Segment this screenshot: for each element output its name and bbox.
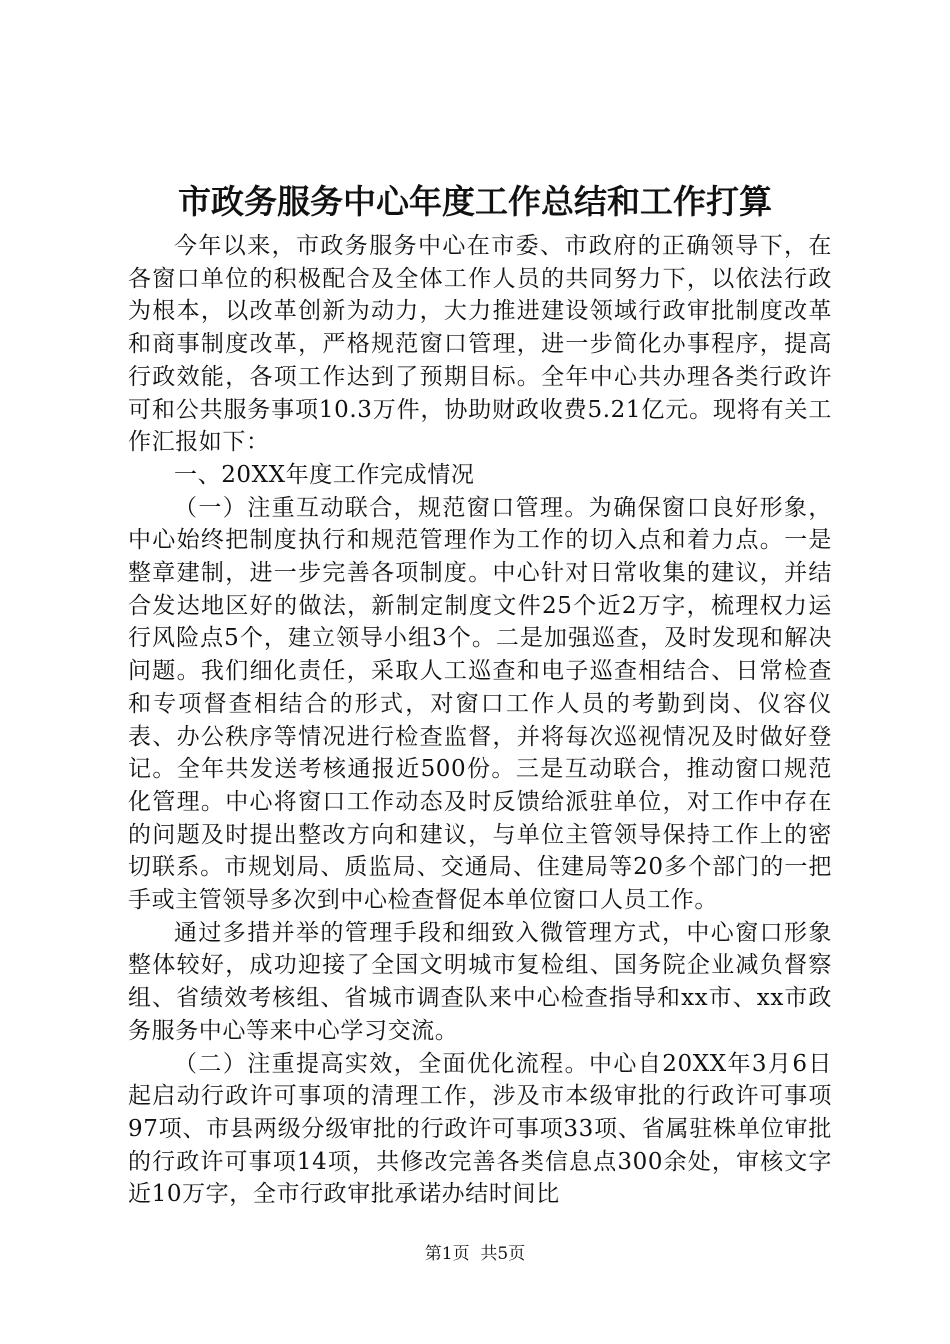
paragraph-section-2: （二）注重提高实效，全面优化流程。中心自20XX年3月6日起启动行政许可事项的清理工作，涉及市本级审批的行政许可事项97项、市县两级分级审批的行政许可事项33项、省属驻株单位审批的行政许可事项14项，共修改完善各类信息点300余处，审核文字近10万字，全市行政审批承诺办结时间比 [128, 1050, 832, 1208]
page-number: 第1页 共5页 [424, 1244, 526, 1264]
page-title: 市政务服务中心年度工作总结和工作打算 [178, 182, 772, 221]
document-body [128, 230, 832, 1211]
section-heading: 一、20XX年度工作完成情况 [174, 461, 475, 488]
paragraph-intro: 今年以来，市政务服务中心在市委、市政府的正确领导下，在各窗口单位的积极配合及全体工作人员的共同努力下，以依法行政为根本，以改革创新为动力，大力推进建设领域行政审批制度改革和商事制度改革，严格规范窗口管理，进一步简化办事程序，提高行政效能，各项工作达到了预期目标。全年中心共办理各类行政许可和公共服务事项10.3万件，协助财政收费5.21亿元。现将有关工作汇报如下： [128, 233, 832, 456]
page-footer [0, 1242, 950, 1266]
paragraph-section-1: （一）注重互动联合，规范窗口管理。为确保窗口良好形象，中心始终把制度执行和规范管理作为工作的切入点和着力点。一是整章建制，进一步完善各项制度。中心针对日常收集的建议，并结合发达地区好的做法，新制定制度文件25个近2万字，梳理权力运行风险点5个，建立领导小组3个。二是加强巡查，及时发现和解决问题。我们细化责任，采取人工巡查和电子巡查相结合、日常检查和专项督查相结合的形式，对窗口工作人员的考勤到岗、仪容仪表、办公秩序等情况进行检查监督，并将每次巡视情况及时做好登记。全年共发送考核通报近500份。三是互动联合，推动窗口规范化管理。中心将窗口工作动态及时反馈给派驻单位，对工作中存在的问题及时提出整改方向和建议，与单位主管领导保持工作上的密切联系。市规划局、质监局、交通局、住建局等20多个部门的一把手或主管领导多次到中心检查督促本单位窗口人员工作。 [128, 494, 832, 914]
paragraph-summary: 通过多措并举的管理手段和细致入微管理方式，中心窗口形象整体较好，成功迎接了全国文明城市复检组、国务院企业减负督察组、省绩效考核组、省城市调查队来中心检查指导和xx市、xx市政务服务中心等来中心学习交流。 [128, 919, 832, 1044]
